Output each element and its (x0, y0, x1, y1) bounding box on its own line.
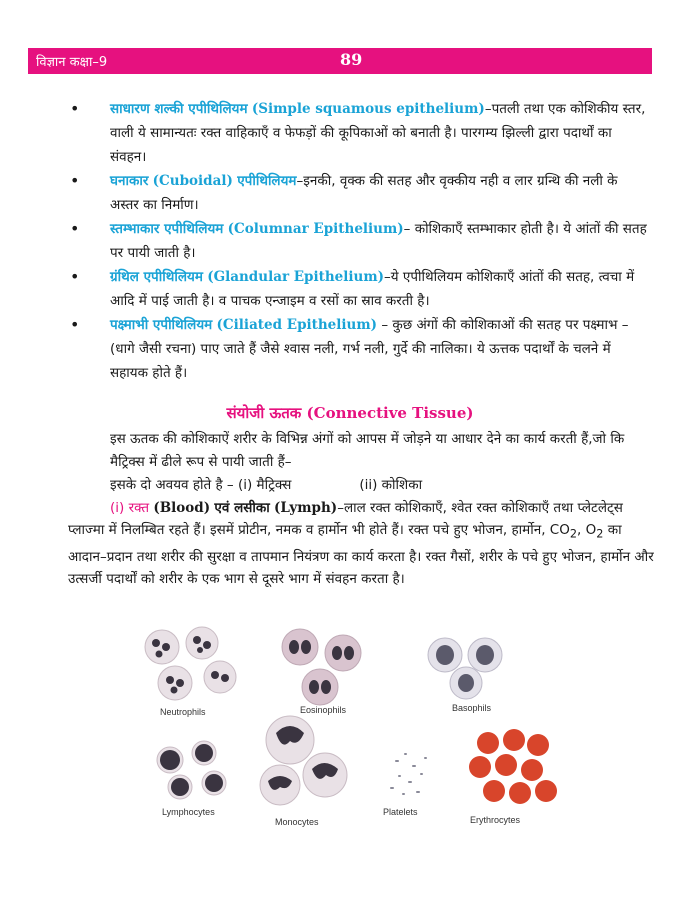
term-english: (Columnar Epithelium) (227, 221, 404, 237)
subject-label: विज्ञान कक्षा–9 (36, 55, 108, 70)
blood-cells-figure (140, 625, 570, 835)
component-cell: (ii) कोशिका (359, 477, 423, 493)
list-item (70, 313, 650, 385)
o2-text: , O (577, 522, 597, 538)
term-hindi: स्तम्भाकार एपीथिलियम (110, 221, 224, 237)
list-item (70, 265, 650, 313)
epithelium-list (70, 97, 650, 385)
item-text: –इनकी, वृक्क की सतह और वृक्कीय नही व लार ग्रन्थि की नली के अस्तर का निर्माण। (110, 173, 618, 213)
lymphocytes-illustration (157, 741, 226, 799)
bullet-icon: • (70, 267, 80, 286)
neutrophils-illustration (145, 627, 236, 700)
section-title-english: (Connective Tissue) (306, 404, 474, 422)
list-item (70, 217, 650, 265)
term-hindi: पक्ष्माभी एपीथिलियम (110, 317, 213, 333)
components-lead: इसके दो अवयव होते है – (110, 477, 238, 493)
page-number: 89 (340, 50, 363, 69)
item-text: – कोशिकाएँ स्तम्भाकार होती है। ये आंतों की सतह पर पायी जाती है। (110, 221, 647, 261)
o2-subscript: 2 (596, 527, 604, 541)
bullet-icon: • (70, 171, 80, 190)
bullet-icon: • (70, 99, 80, 118)
label-neutrophils: Neutrophils (160, 707, 206, 717)
item-text: – कुछ अंगों की कोशिकाओं की सतह पर पक्ष्माभ – (धागे जैसी रचना) पाए जाते हैं जैसे श्वास नली, गर्भ नली, गुर्दे की नालिका। ये ऊत्तक पदार्थों के चलने में सहायक होते हैं। (110, 317, 629, 381)
blood-paragraph (68, 497, 658, 590)
item-text: –पतली तथा एक कोशिकीय स्तर, वाली ये सामान्यतः रक्त वाहिकाएँ व फेफड़ों की कूपिकाओं को बनाती है। पारगम्य झिल्ली द्वारा पदार्थों का संवहन। (110, 101, 646, 165)
term-hindi: घनाकार (110, 173, 149, 189)
blood-label-hindi: रक्त (128, 500, 150, 516)
eosinophils-illustration (282, 629, 361, 705)
blood-text-1: –लाल रक्त कोशिकाएँ, श्वेत रक्त कोशिकाएँ तथा प्लेटलेट्स प्लाज्मा में निलम्बित रहते हैं। इसमें प्रोटीन, नमक व हार्मोन भी होते हैं। रक्त पचे हुए भोजन, हार्मोन, CO (68, 500, 623, 538)
blood-text-2: का आदान–प्रदान तथा शरीर की सुरक्षा व तापमान नियंत्रण का कार्य करता है। रक्त गैसों, शरीर के पचे हुए भोजन, हार्मोन और उत्सर्जी पदार्थों को शरीर के एक भाग से दूसरे भाग में संवहन करता है। (68, 522, 654, 587)
list-item (70, 97, 650, 169)
term-hindi-2: एपीथिलियम (237, 173, 297, 189)
components-line (110, 474, 655, 497)
section-title (0, 403, 700, 423)
blood-label-num: (i) (110, 500, 125, 516)
label-platelets: Platelets (383, 807, 418, 817)
term-english: (Ciliated Epithelium) (216, 317, 378, 333)
blood-label-english: (Blood) (153, 500, 211, 516)
label-basophils: Basophils (452, 703, 492, 713)
platelets-illustration (390, 753, 427, 795)
label-lymphocytes: Lymphocytes (162, 807, 215, 817)
term-hindi: साधारण शल्की एपीथिलियम (110, 101, 248, 117)
label-erythrocytes: Erythrocytes (470, 815, 521, 825)
term-english: (Simple squamous epithelium) (251, 101, 485, 117)
term-english: (Glandular Epithelium) (207, 269, 384, 285)
label-monocytes: Monocytes (275, 817, 319, 827)
term-english: (Cuboidal) (152, 173, 233, 189)
section-title-hindi: संयोजी ऊतक (226, 404, 302, 422)
co2-subscript: 2 (569, 527, 578, 541)
monocytes-illustration (260, 716, 347, 805)
intro-paragraph: इस ऊतक की कोशिकाऐं शरीर के विभिन्न अंगों को आपस में जोड़ने या आधार देने का कार्य करती हैं,जो कि मैट्रिक्स में ढीले रूप से पायी जाती हैं– (110, 431, 625, 470)
lymph-label-hindi: एवं लसीका (214, 500, 270, 516)
term-hindi: ग्रंथिल एपीथिलियम (110, 269, 203, 285)
erythrocytes-illustration (469, 729, 557, 804)
lymph-label-english: (Lymph) (274, 500, 338, 516)
bullet-icon: • (70, 315, 80, 334)
item-text: –ये एपीथिलियम कोशिकाएँ आंतों की सतह, त्वचा में आदि में पाई जाती है। व पाचक एन्जाइम व रसों का स्राव करती है। (110, 269, 635, 309)
label-eosinophils: Eosinophils (300, 705, 347, 715)
component-matrix: (i) मैट्रिक्स (237, 477, 292, 493)
page-header (28, 48, 652, 74)
bullet-icon: • (70, 219, 80, 238)
basophils-illustration (428, 638, 502, 699)
list-item (70, 169, 650, 217)
